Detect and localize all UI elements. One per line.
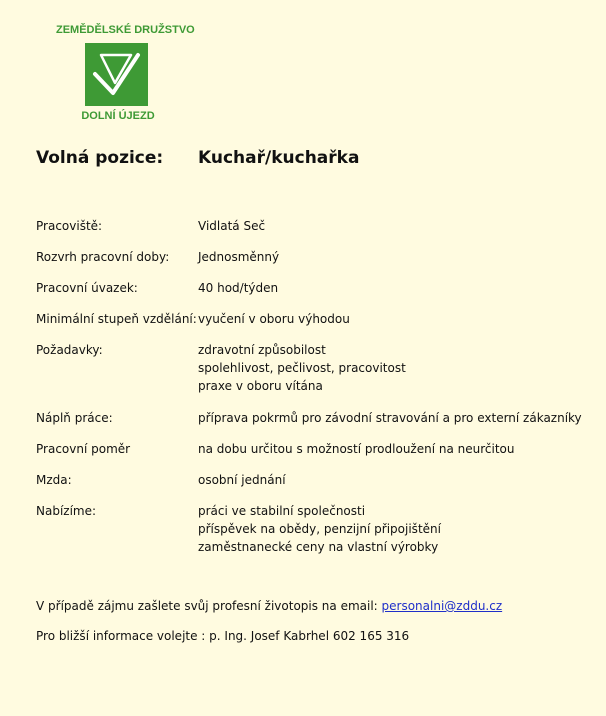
logo-top-text: ZEMĚDĚLSKÉ DRUŽSTVO [56, 24, 195, 36]
row-value-line: Jednosměnný [198, 250, 280, 264]
position-heading-value: Kuchař/kuchařka [198, 148, 360, 168]
row-value-line: na dobu určitou s možností prodloužení na neurčitou [198, 442, 515, 456]
row-value-line: 40 hod/týden [198, 281, 279, 295]
row-label: Pracoviště: [36, 219, 103, 233]
row-value [198, 341, 406, 395]
row-value-line: příprava pokrmů pro závodní stravování a pro externí zákazníky [198, 411, 582, 425]
row-label: Minimální stupeň vzdělání: [36, 312, 197, 326]
row-value-line: práci ve stabilní společnosti [198, 504, 366, 518]
row-value-line: osobní jednání [198, 473, 286, 487]
row-value [198, 471, 286, 489]
row-label: Rozvrh pracovní doby: [36, 250, 170, 264]
row-value [198, 217, 265, 235]
row-value [198, 409, 582, 427]
row-value [198, 502, 441, 556]
row-value-line: vyučení v oboru výhodou [198, 312, 350, 326]
row-value [198, 310, 350, 328]
info-line: Pro bližší informace volejte : p. Ing. Josef Kabrhel 602 165 316 [36, 629, 410, 643]
row-value-line: zaměstnanecké ceny na vlastní výrobky [198, 540, 439, 554]
row-label: Nabízíme: [36, 504, 97, 518]
row-value-line: spolehlivost, pečlivost, pracovitost [198, 361, 406, 375]
row-label: Požadavky: [36, 343, 103, 357]
row-value-line: Vidlatá Seč [198, 219, 266, 233]
row-value [198, 248, 279, 266]
company-logo [56, 24, 195, 126]
row-label: Pracovní úvazek: [36, 281, 138, 295]
email-link[interactable]: personalni@zddu.cz [381, 599, 503, 613]
row-label: Pracovní poměr [36, 442, 131, 456]
position-heading-label: Volná pozice: [36, 148, 164, 168]
row-value [198, 279, 278, 297]
logo-emblem-icon [85, 43, 148, 106]
row-value-line: zdravotní způsobilost [198, 343, 326, 357]
contact-text: V případě zájmu zašlete svůj profesní životopis na email: [36, 599, 382, 613]
row-value-line: příspěvek na obědy, penzijní připojištění [198, 522, 441, 536]
row-value [198, 440, 514, 458]
row-label: Náplň práce: [36, 411, 113, 425]
logo-bottom-text: DOLNÍ ÚJEZD [81, 110, 155, 122]
row-value-line: praxe v oboru vítána [198, 379, 323, 393]
contact-line [36, 597, 502, 615]
row-label: Mzda: [36, 473, 72, 487]
